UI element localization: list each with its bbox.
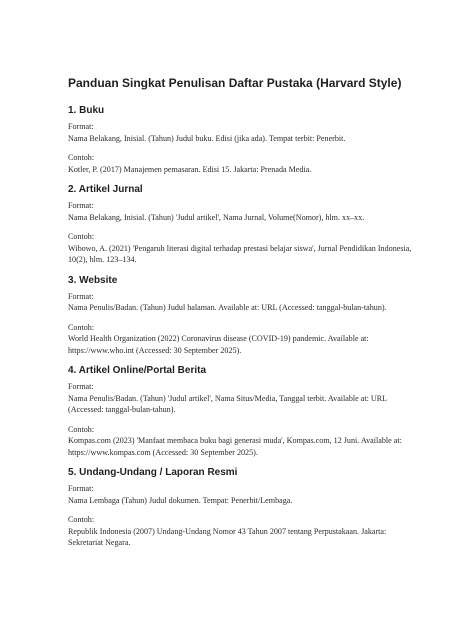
document-title: Panduan Singkat Penulisan Daftar Pustaka (Harvard Style) — [68, 76, 402, 90]
format-label: Format: — [68, 382, 94, 391]
format-text: Nama Lembaga (Tahun) Judul dokumen. Tempat: Penerbit/Lembaga. — [68, 495, 293, 505]
format-label: Format: — [68, 291, 94, 301]
format-label: Format: — [68, 201, 94, 210]
section-heading: 3. Website — [68, 274, 118, 286]
format-label: Format: — [68, 484, 94, 493]
format-text: Nama Penulis/Badan. (Tahun) 'Judul artikel', Nama Situs/Media, Tanggal terbit. Available at: URL (Accessed: tanggal-bulan-tahun). — [68, 393, 387, 414]
section-website — [68, 274, 418, 357]
format-text: Nama Belakang, Inisial. (Tahun) Judul buku. Edisi (jika ada). Tempat terbit: Penerbit. — [68, 133, 346, 143]
example-text: Wibowo, A. (2021) 'Pengaruh literasi digital terhadap prestasi belajar siswa', Jurnal Pendidikan Indonesia, 10(2), hlm. 123–134. — [68, 243, 412, 264]
section-undang-undang — [68, 466, 418, 549]
example-label: Contoh: — [68, 322, 95, 332]
example-label: Contoh: — [68, 232, 95, 241]
example-label: Contoh: — [68, 424, 95, 434]
section-artikel-online — [68, 364, 418, 458]
section-heading: 2. Artikel Jurnal — [68, 184, 143, 195]
section-heading: 4. Artikel Online/Portal Berita — [68, 365, 207, 376]
format-text: Nama Belakang, Inisial. (Tahun) 'Judul artikel', Nama Jurnal, Volume(Nomor), hlm. xx–xx. — [68, 212, 365, 222]
example-text: Kotler, P. (2017) Manajemen pemasaran. Edisi 15. Jakarta: Prenada Media. — [68, 164, 312, 174]
example-text: Kompas.com (2023) 'Manfaat membaca buku bagi generasi muda', Kompas.com, 12 Juni. Available at: https://www.kompas.com (Accessed: 30 September 2025). — [68, 436, 402, 457]
format-text: Nama Penulis/Badan. (Tahun) Judul halaman. Available at: URL (Accessed: tanggal-bulan-tahun). — [68, 303, 387, 312]
example-label: Contoh: — [68, 153, 95, 162]
example-label: Contoh: — [68, 515, 95, 524]
format-label: Format: — [68, 122, 94, 131]
section-buku — [68, 104, 418, 175]
document-page — [68, 76, 418, 557]
example-text: World Health Organization (2022) Coronavirus disease (COVID-19) pandemic. Available at: https://www.who.int (Accessed: 30 September 2025). — [68, 334, 369, 355]
section-heading: 1. Buku — [68, 105, 105, 116]
section-artikel-jurnal — [68, 183, 418, 266]
section-heading: 5. Undang-Undang / Laporan Resmi — [68, 467, 238, 478]
example-text: Republik Indonesia (2007) Undang-Undang Nomor 43 Tahun 2007 tentang Perpustakaan. Jakarta: Sekretariat Negara. — [68, 526, 387, 547]
